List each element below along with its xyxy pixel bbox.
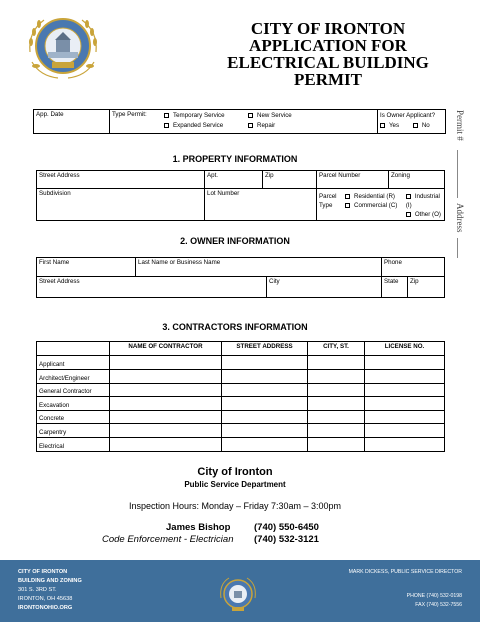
owner-state-field[interactable]: State — [382, 277, 408, 298]
footer-director: MARK DICKESS, PUBLIC SERVICE DIRECTOR — [348, 569, 462, 575]
column-header-license: LICENSE NO. — [365, 342, 445, 356]
contact-department: Public Service Department — [184, 480, 286, 489]
option-expanded-service[interactable]: Expanded Service — [164, 121, 248, 131]
owner-applicant-cell — [378, 110, 446, 134]
footer-department: BUILDING AND ZONING — [18, 578, 82, 584]
title-line-1: CITY OF IRONTON — [250, 19, 406, 38]
contractor-city-field[interactable] — [308, 424, 365, 438]
contractor-name-field[interactable] — [110, 370, 222, 384]
column-header-address: STREET ADDRESS — [222, 342, 308, 356]
option-temporary-service[interactable]: Temporary Service — [164, 111, 248, 121]
contractor-role-label: Applicant — [37, 356, 110, 370]
checkbox-icon — [164, 123, 169, 128]
contractor-name-field[interactable] — [110, 383, 222, 397]
contractors-table — [36, 341, 445, 452]
contractor-name-field[interactable] — [110, 410, 222, 424]
owner-phone-field[interactable]: Phone — [382, 258, 445, 277]
contractor-license-field[interactable] — [365, 383, 445, 397]
checkbox-icon — [248, 113, 253, 118]
property-street-address-field[interactable]: Street Address — [37, 171, 205, 189]
column-header-name: NAME OF CONTRACTOR — [110, 342, 222, 356]
contractor-name-field[interactable] — [110, 424, 222, 438]
contractor-address-field[interactable] — [222, 383, 308, 397]
section-heading-contractors: 3. CONTRACTORS INFORMATION — [162, 322, 308, 332]
table-row — [37, 356, 445, 370]
contractor-role-label: Carpentry — [37, 424, 110, 438]
contact-city-name: City of Ironton — [197, 466, 273, 478]
contractor-role-label: Electrical — [37, 437, 110, 451]
table-row — [37, 397, 445, 411]
contractor-address-field[interactable] — [222, 397, 308, 411]
checkbox-icon — [345, 203, 350, 208]
owner-first-name-field[interactable]: First Name — [37, 258, 136, 277]
footer-city-state: IRONTON, OH 45638 — [18, 596, 73, 602]
contractor-address-field[interactable] — [222, 370, 308, 384]
table-row — [37, 410, 445, 424]
section-heading-owner: 2. OWNER INFORMATION — [180, 236, 290, 246]
address-label: Address — [455, 203, 465, 233]
table-row — [37, 370, 445, 384]
contractor-license-field[interactable] — [365, 424, 445, 438]
column-header-city: CITY, ST. — [308, 342, 365, 356]
footer-fax: FAX (740) 532-7556 — [415, 602, 462, 608]
owner-city-field[interactable]: City — [267, 277, 382, 298]
footer-street: 301 S. 3RD ST. — [18, 587, 57, 593]
contractor-city-field[interactable] — [308, 356, 365, 370]
property-zip-field[interactable]: Zip — [263, 171, 317, 189]
checkbox-icon — [248, 123, 253, 128]
footer-seal-logo — [216, 574, 260, 614]
parcel-number-field[interactable]: Parcel Number — [317, 171, 389, 189]
contractor-city-field[interactable] — [308, 437, 365, 451]
contractor-address-field[interactable] — [222, 356, 308, 370]
parcel-type-label: Parcel Type — [319, 193, 337, 209]
checkbox-icon — [406, 194, 411, 199]
contractor-city-field[interactable] — [308, 370, 365, 384]
checkbox-icon — [406, 212, 411, 217]
owner-no-option[interactable]: No — [413, 122, 430, 129]
table-row — [37, 437, 445, 451]
code-enforcement-title: Code Enforcement - Electrician — [102, 534, 234, 545]
contractor-license-field[interactable] — [365, 356, 445, 370]
contractor-address-field[interactable] — [222, 424, 308, 438]
option-repair[interactable]: Repair — [248, 121, 292, 131]
zoning-field[interactable]: Zoning — [389, 171, 445, 189]
contractor-city-field[interactable] — [308, 410, 365, 424]
parcel-type-industrial[interactable]: Industrial (I) — [405, 193, 440, 209]
footer-bar — [0, 560, 480, 622]
option-new-service[interactable]: New Service — [248, 111, 292, 121]
subdivision-field[interactable]: Subdivision — [37, 189, 205, 221]
city-seal-logo — [22, 12, 104, 82]
section-heading-property: 1. PROPERTY INFORMATION — [172, 154, 298, 164]
checkbox-icon — [164, 113, 169, 118]
lot-number-field[interactable]: Lot Number — [205, 189, 317, 221]
parcel-type-other[interactable]: Other (O) — [406, 210, 442, 219]
table-row — [37, 424, 445, 438]
contractor-city-field[interactable] — [308, 397, 365, 411]
contact-person-phone: (740) 550-6450 — [254, 522, 319, 533]
contractor-role-header — [37, 342, 110, 356]
contractor-role-label: Concrete — [37, 410, 110, 424]
contractor-city-field[interactable] — [308, 383, 365, 397]
contractor-name-field[interactable] — [110, 437, 222, 451]
parcel-type-cell — [317, 189, 445, 221]
owner-zip-field[interactable]: Zip — [408, 277, 445, 298]
contractor-name-field[interactable] — [110, 397, 222, 411]
application-info-table — [33, 109, 446, 134]
contractor-license-field[interactable] — [365, 397, 445, 411]
parcel-type-commercial[interactable]: Commercial (C) — [345, 201, 406, 210]
title-line-3: ELECTRICAL BUILDING PERMIT — [227, 53, 429, 89]
title-line-2: APPLICATION FOR — [249, 36, 407, 55]
property-apt-field[interactable]: Apt. — [205, 171, 263, 189]
contractor-license-field[interactable] — [365, 410, 445, 424]
footer-phone: PHONE (740) 532-0198 — [406, 593, 462, 599]
property-info-table — [36, 170, 445, 221]
table-row — [37, 383, 445, 397]
type-permit-cell — [110, 110, 378, 134]
contractor-address-field[interactable] — [222, 437, 308, 451]
owner-applicant-label: Is Owner Applicant? — [380, 112, 436, 119]
contractor-license-field[interactable] — [365, 437, 445, 451]
app-date-field[interactable] — [34, 110, 110, 134]
contractor-role-label: Architect/Engineer — [37, 370, 110, 384]
checkbox-icon — [380, 123, 385, 128]
app-date-label: App. Date — [36, 111, 64, 118]
contractor-address-field[interactable] — [222, 410, 308, 424]
checkbox-icon — [345, 194, 350, 199]
code-enforcement-phone: (740) 532-3121 — [254, 534, 319, 545]
contractor-license-field[interactable] — [365, 370, 445, 384]
footer-website-link[interactable]: IRONTONOHIO.ORG — [18, 605, 73, 611]
footer-org-name: CITY OF IRONTON — [18, 569, 68, 575]
contact-person-name: James Bishop — [166, 522, 231, 533]
owner-last-name-field[interactable]: Last Name or Business Name — [136, 258, 382, 277]
owner-info-table — [36, 257, 445, 298]
parcel-type-residential[interactable]: Residential (R) — [345, 192, 406, 201]
owner-street-address-field[interactable]: Street Address — [37, 277, 267, 298]
form-title — [198, 20, 458, 88]
contractor-role-label: Excavation — [37, 397, 110, 411]
footer-address-block — [18, 568, 82, 613]
checkbox-icon — [413, 123, 418, 128]
contractor-role-label: General Contractor — [37, 383, 110, 397]
contractor-name-field[interactable] — [110, 356, 222, 370]
inspection-hours: Inspection Hours: Monday – Friday 7:30am – 3:00pm — [128, 501, 342, 511]
type-permit-label: Type Permit: — [112, 111, 147, 118]
permit-number-label: Permit # — [455, 110, 465, 141]
owner-yes-option[interactable]: Yes — [380, 122, 399, 129]
